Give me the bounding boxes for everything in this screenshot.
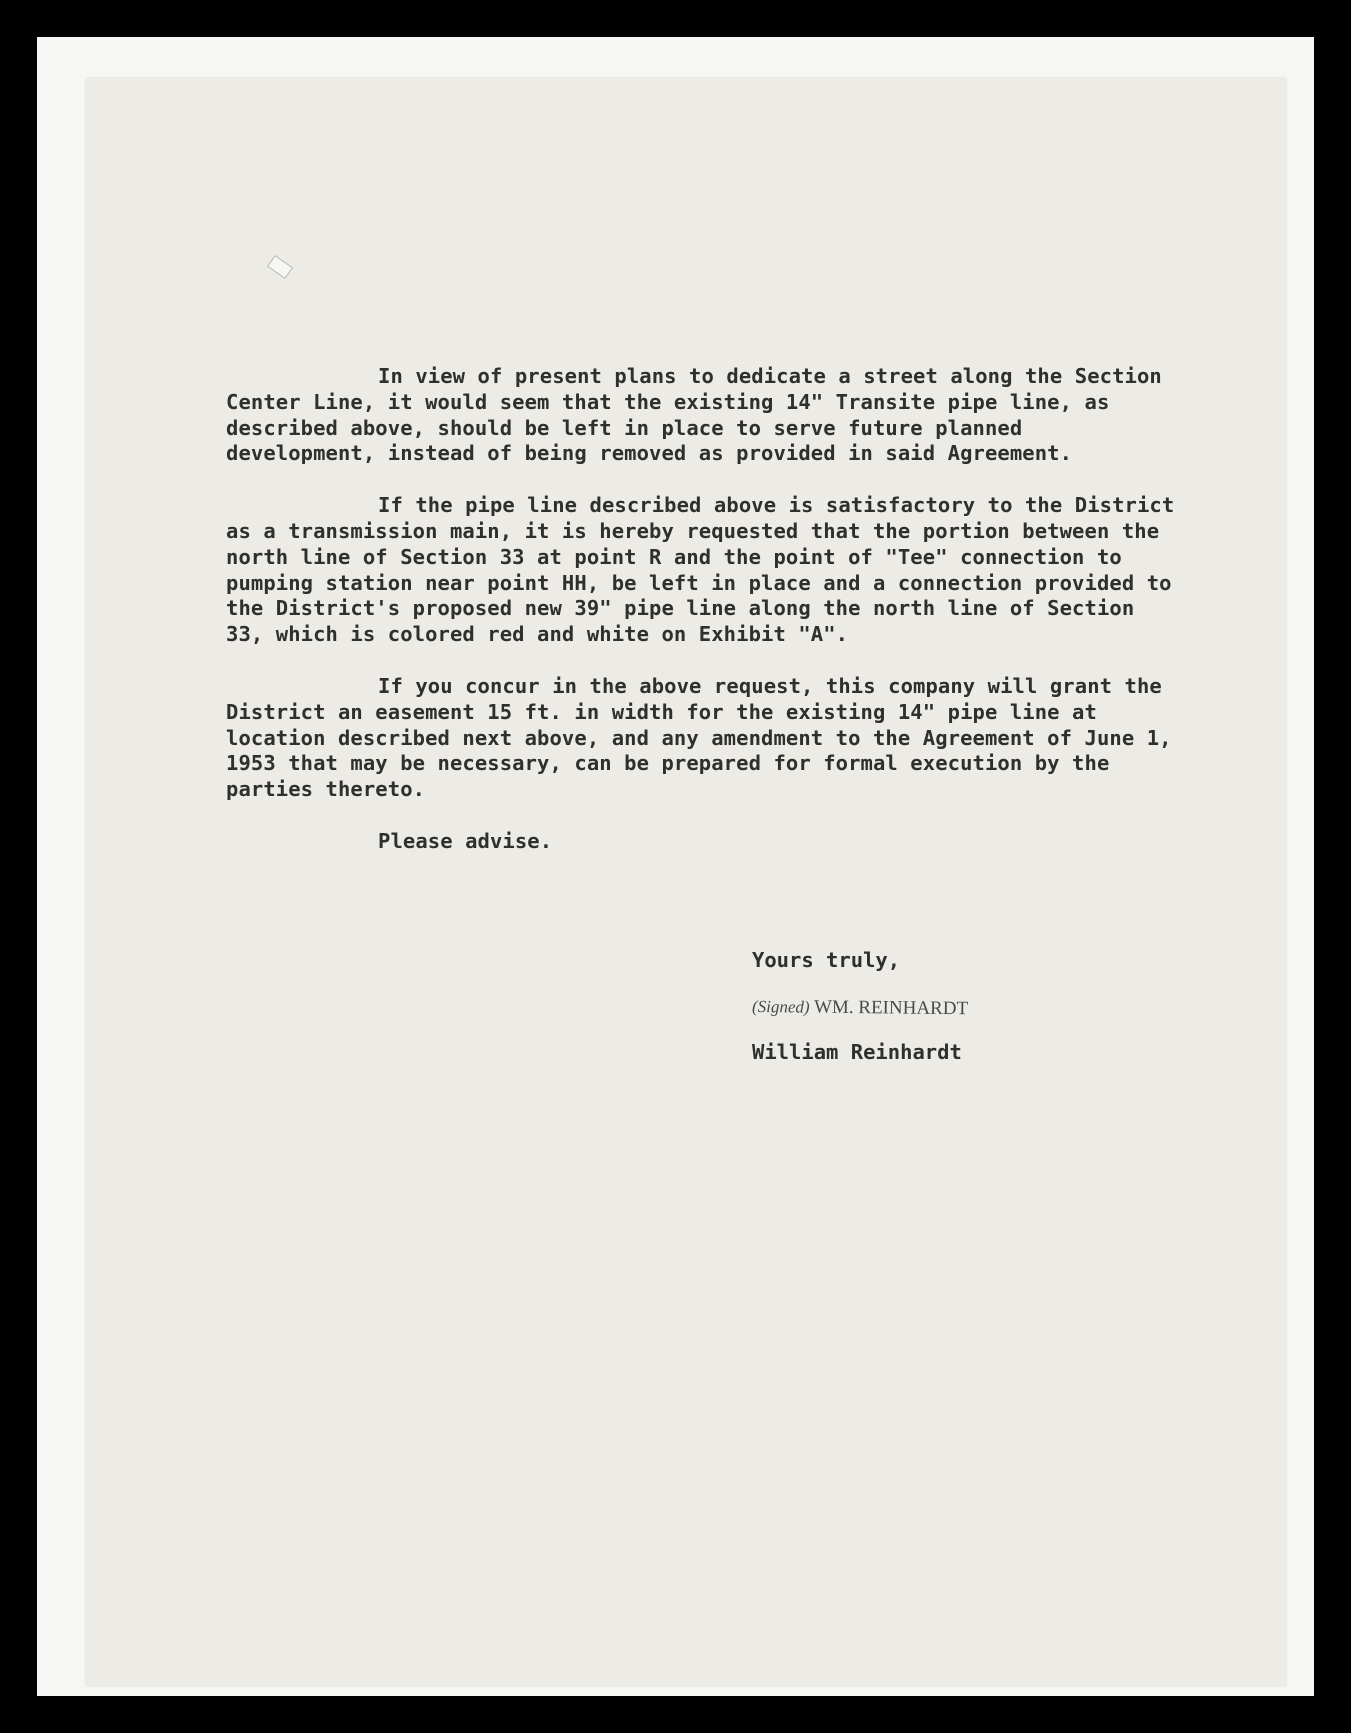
paragraph-transmission-main: If the pipe line described above is satisfactory to the District as a transmission main, it is hereby requested that the portion between the north line of Section 33 at point R and the point of "Tee" connection to pumping station near point HH, be left in place and a connection provided to the District's proposed new 39" pipe line along the north line of Section 33, which is colored red and white on Exhibit "A". <box>226 493 1175 647</box>
paragraph-street-dedication: In view of present plans to dedicate a street along the Section Center Line, it would seem that the existing 14" Transite pipe line, as described above, should be left in place to serve future planned development, instead of being removed as provided in said Agreement. <box>226 364 1162 466</box>
signature-block <box>752 948 968 1064</box>
closing-request: Please advise. <box>378 828 553 853</box>
paragraph-easement: If you concur in the above request, this company will grant the District an easement 15 ft. in width for the existing 14" pipe line at location described next above, and any amendment to the Agreement of June 1, 1953 that may be necessary, can be prepared for formal execution by the parties thereto. <box>226 673 1172 802</box>
punch-hole <box>267 255 293 279</box>
signed-label: (Signed) <box>751 997 810 1017</box>
signer-name: William Reinhardt <box>752 1040 962 1064</box>
complimentary-close: Yours truly, <box>752 948 901 972</box>
letter-body <box>226 364 1176 887</box>
signed-stamp <box>752 996 968 1020</box>
signed-name: WM. REINHARDT <box>813 996 969 1020</box>
